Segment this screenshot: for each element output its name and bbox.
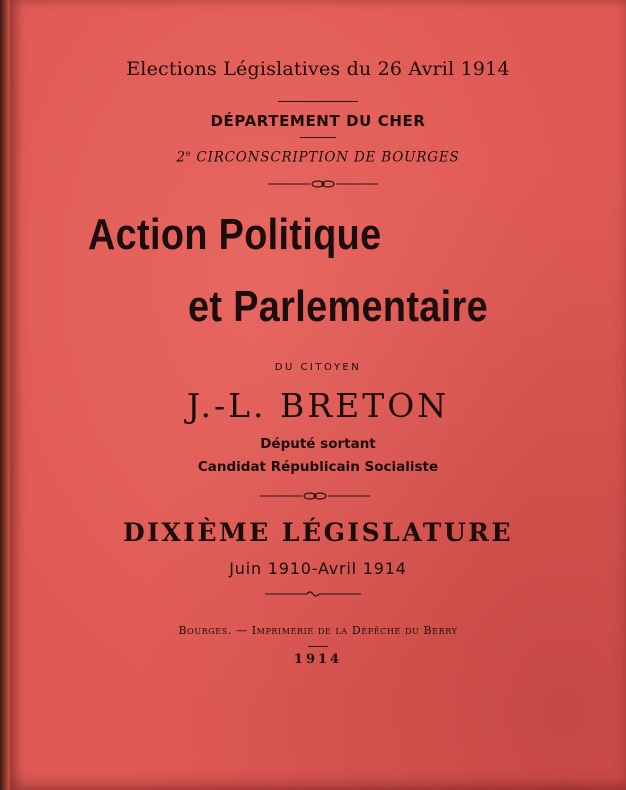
circonscription-label xyxy=(10,149,626,166)
ornament-divider-icon xyxy=(268,178,378,190)
departement-rule xyxy=(300,137,336,138)
legislature-dates: Juin 1910-Avril 1914 xyxy=(229,559,407,578)
printer-line: Bourges. — Imprimerie de la Dépêche du Berry xyxy=(178,624,458,637)
title-line-2: et Parlementaire xyxy=(188,282,488,331)
election-heading: Elections Législatives du 26 Avril 1914 xyxy=(126,58,510,80)
publication-year: 1914 xyxy=(293,652,343,667)
candidate-name: J.-L. BRETON xyxy=(186,386,450,425)
circonscription-ordinal: 2 xyxy=(176,149,186,166)
ornament-divider-icon xyxy=(260,490,370,502)
du-citoyen-label: DU CITOYEN xyxy=(274,362,362,373)
book-cover xyxy=(10,0,626,790)
heading-rule xyxy=(278,101,358,102)
departement-label: DÉPARTEMENT DU CHER xyxy=(210,112,426,130)
title-line-1: Action Politique xyxy=(88,210,382,259)
circonscription-text: CIRCONSCRIPTION DE BOURGES xyxy=(191,149,460,166)
legislature-heading: DIXIÈME LÉGISLATURE xyxy=(122,518,514,547)
ornament-divider-icon xyxy=(265,589,361,599)
circonscription-suffix: e xyxy=(185,149,192,158)
year-rule xyxy=(308,646,328,647)
candidat-label: Candidat Républicain Socialiste xyxy=(197,459,439,475)
depute-sortant-label: Député sortant xyxy=(260,436,376,452)
